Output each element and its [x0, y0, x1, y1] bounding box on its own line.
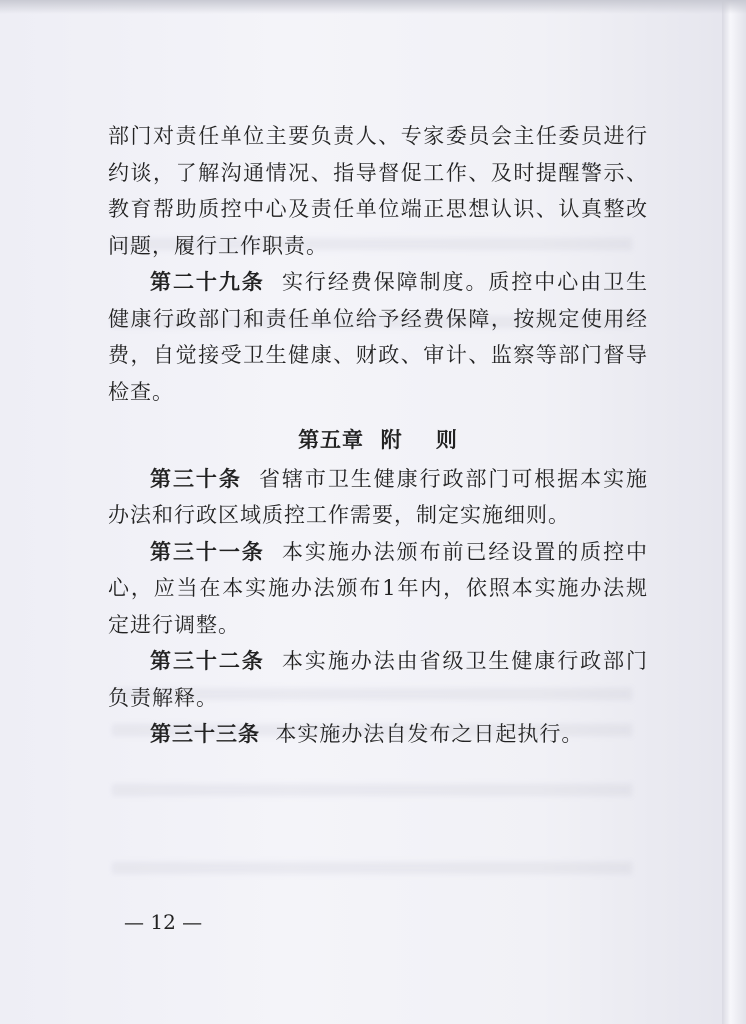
show-through [112, 784, 632, 796]
chapter-title: 第五章 附 则 [298, 428, 458, 452]
article-30-text: 省辖市卫生健康行政部门可根据本实施办法和行政区域质控工作需要，制定实施细则。 [108, 466, 649, 527]
document-body [108, 118, 648, 753]
article-32-text: 本实施办法由省级卫生健康行政部门负责解释。 [108, 649, 649, 710]
paragraph-intro: 部门对责任单位主要负责人、专家委员会主任委员进行约谈，了解沟通情况、指导督促工作、及时提醒警示、教育帮助质控中心及责任单位端正思想认识、认真整改问题，履行工作职责。 [108, 124, 648, 258]
page-number: — 12 — [124, 910, 203, 934]
article-29-text: 实行经费保障制度。质控中心由卫生健康行政部门和责任单位给予经费保障，按规定使用经费，自觉接受卫生健康、财政、审计、监察等部门督导检查。 [108, 270, 649, 404]
article-31 [108, 534, 648, 644]
article-29 [108, 264, 648, 410]
article-29-label: 第二十九条 [150, 270, 265, 294]
article-33-text: 本实施办法自发布之日起执行。 [275, 722, 584, 746]
article-30-label: 第三十条 [150, 466, 242, 491]
show-through [112, 862, 632, 874]
article-30 [108, 461, 648, 534]
article-31-text: 本实施办法颁布前已经设置的质控中心，应当在本实施办法颁布1年内，依照本实施办法规定进行调整。 [108, 539, 649, 637]
article-32 [108, 643, 648, 716]
page-edge [722, 0, 746, 1024]
article-33 [108, 716, 648, 753]
article-32-label: 第三十二条 [150, 649, 265, 673]
article-31-label: 第三十一条 [150, 539, 265, 564]
article-33-label: 第三十三条 [150, 722, 260, 746]
scan-shadow [0, 0, 746, 14]
